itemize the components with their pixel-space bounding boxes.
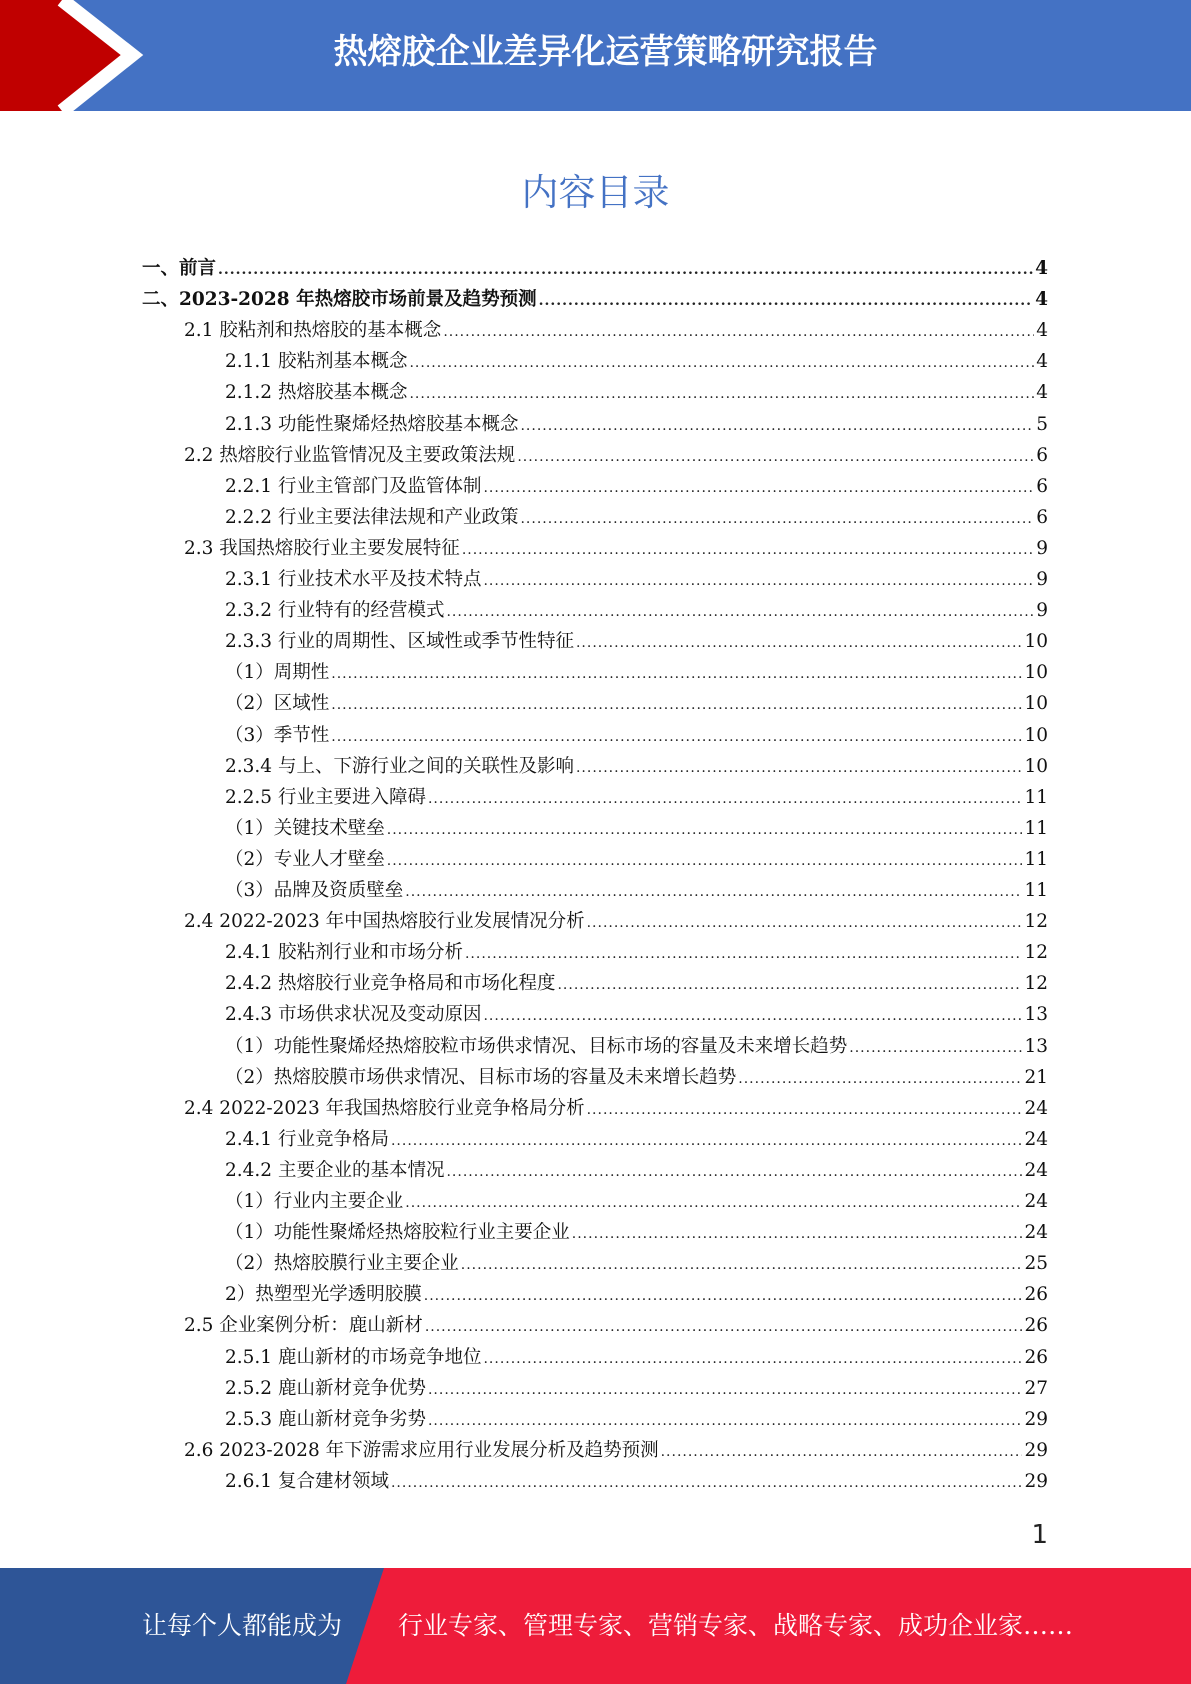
toc-entry[interactable]: [225, 782, 1048, 813]
toc-entry-label: 2）热塑型光学透明胶膜: [225, 1284, 422, 1306]
toc-dot-leader: [738, 1064, 1022, 1095]
toc-dot-leader: [331, 690, 1022, 721]
toc-entry-page: 12: [1024, 942, 1048, 964]
toc-entry[interactable]: [225, 502, 1048, 533]
toc-entry-label: 2.2 热熔胶行业监管情况及主要政策法规: [184, 444, 516, 466]
toc-entry-label: （1）周期性: [225, 662, 330, 684]
toc-entry[interactable]: [142, 253, 1048, 284]
toc-dot-leader: [409, 379, 1034, 410]
toc-entry-label: （2）专业人才壁垒: [225, 848, 385, 870]
toc-entry[interactable]: [225, 1248, 1048, 1279]
toc-entry-page: 13: [1024, 1035, 1048, 1057]
toc-entry-label: （2）热熔胶膜市场供求情况、目标市场的容量及未来增长趋势: [225, 1066, 737, 1088]
toc-entry[interactable]: [225, 346, 1048, 377]
toc-entry-label: 2.4.2 主要企业的基本情况: [225, 1159, 445, 1181]
toc-dot-leader: [428, 1406, 1022, 1437]
toc-entry-page: 29: [1024, 1470, 1048, 1492]
toc-entry[interactable]: [184, 1435, 1048, 1466]
toc-entry-page: 10: [1024, 755, 1048, 777]
toc-entry-label: 2.6.1 复合建材领域: [225, 1470, 389, 1492]
toc-entry[interactable]: [225, 1342, 1048, 1373]
toc-entry[interactable]: [225, 1217, 1048, 1248]
toc-dot-leader: [520, 504, 1034, 535]
toc-dot-leader: [483, 566, 1034, 597]
toc-entry-label: 2.4.3 市场供求状况及变动原因: [225, 1004, 482, 1026]
toc-dot-leader: [387, 815, 1023, 846]
toc-entry-label: 2.4.1 胶粘剂行业和市场分析: [225, 942, 463, 964]
toc-entry-page: 4: [1035, 258, 1048, 279]
toc-dot-leader: [576, 628, 1022, 659]
toc-entry-page: 6: [1036, 506, 1048, 528]
toc-entry-label: （3）季节性: [225, 724, 330, 746]
toc-entry-page: 11: [1024, 880, 1048, 901]
toc-entry-label: 2.2.1 行业主管部门及监管体制: [225, 475, 482, 497]
toc-entry-label: 2.4.1 行业竞争格局: [225, 1128, 389, 1150]
toc-dot-leader: [587, 908, 1023, 939]
toc-entry[interactable]: [225, 1031, 1048, 1062]
toc-dot-leader: [405, 1188, 1022, 1219]
toc-entry-page: 29: [1024, 1408, 1048, 1430]
toc-entry-page: 9: [1036, 600, 1048, 622]
toc-entry-page: 4: [1036, 351, 1048, 373]
toc-entry-label: 2.1 胶粘剂和热熔胶的基本概念: [184, 320, 442, 342]
toc-dot-leader: [409, 348, 1034, 379]
toc-entry[interactable]: [225, 377, 1048, 408]
toc-entry-label: 2.3.1 行业技术水平及技术特点: [225, 569, 482, 590]
toc-entry-label: 2.1.3 功能性聚烯烃热熔胶基本概念: [225, 413, 519, 435]
toc-entry-page: 26: [1024, 1315, 1048, 1337]
toc-dot-leader: [462, 535, 1034, 566]
toc-entry-page: 10: [1024, 662, 1048, 684]
toc-entry[interactable]: [142, 284, 1048, 315]
toc-dot-leader: [849, 1033, 1022, 1064]
toc-entry-page: 4: [1035, 289, 1048, 311]
toc-entry[interactable]: [225, 1466, 1048, 1497]
footer-slogan-right: 行业专家、管理专家、营销专家、战略专家、成功企业家……: [398, 1611, 1074, 1640]
toc-entry-label: 2.3.3 行业的周期性、区域性或季节性特征: [225, 631, 574, 653]
toc-entry[interactable]: [225, 751, 1048, 782]
toc-entry-page: 11: [1024, 786, 1048, 808]
toc-entry[interactable]: [225, 1062, 1048, 1093]
toc-entry-page: 4: [1036, 320, 1048, 342]
toc-entry-page: 29: [1024, 1439, 1048, 1461]
toc-entry-label: 2.3.4 与上、下游行业之间的关联性及影响: [225, 755, 574, 777]
toc-entry[interactable]: [225, 813, 1048, 844]
toc-dot-leader: [218, 255, 1033, 286]
toc-entry[interactable]: [184, 315, 1048, 346]
toc-entry-label: （1）行业内主要企业: [225, 1191, 404, 1212]
toc-entry-page: 24: [1024, 1222, 1048, 1244]
report-title: 热熔胶企业差异化运营策略研究报告: [333, 32, 878, 72]
toc-entry[interactable]: [225, 1373, 1048, 1404]
toc-entry-label: 二、2023-2028 年热熔胶市场前景及趋势预测: [142, 289, 537, 311]
toc-dot-leader: [483, 1001, 1022, 1032]
toc-entry-label: 2.1.1 胶粘剂基本概念: [225, 351, 408, 373]
toc-dot-leader: [428, 784, 1022, 815]
toc-entry-page: 11: [1024, 848, 1048, 870]
toc-entry[interactable]: [225, 1155, 1048, 1186]
toc-entry-page: 27: [1024, 1377, 1048, 1399]
toc-dot-leader: [587, 1095, 1023, 1126]
toc-entry-label: 2.4.2 热熔胶行业竞争格局和市场化程度: [225, 973, 556, 995]
toc-entry[interactable]: [225, 999, 1048, 1030]
toc-dot-leader: [576, 753, 1022, 784]
toc-entry-page: 24: [1024, 1159, 1048, 1181]
toc-dot-leader: [539, 286, 1034, 317]
toc-entry-page: 10: [1024, 631, 1048, 653]
toc-entry-page: 6: [1036, 475, 1048, 497]
page-number: 1: [1031, 1520, 1048, 1550]
toc-entry-label: 2.4 2022-2023 年中国热熔胶行业发展情况分析: [184, 911, 585, 933]
toc-entry[interactable]: [225, 409, 1048, 440]
toc-entry-label: （2）热熔胶膜行业主要企业: [225, 1253, 459, 1275]
toc-dot-leader: [572, 1219, 1023, 1250]
toc-dot-leader: [425, 1312, 1023, 1343]
toc-entry-page: 26: [1024, 1346, 1048, 1368]
toc-entry-label: （3）品牌及资质壁垒: [225, 880, 404, 901]
toc-dot-leader: [428, 1375, 1022, 1406]
toc-entry-page: 21: [1024, 1066, 1048, 1088]
toc-entry-label: 2.5.1 鹿山新材的市场竞争地位: [225, 1346, 482, 1368]
toc-dot-leader: [391, 1468, 1022, 1499]
toc-entry-page: 10: [1024, 724, 1048, 746]
toc-entry[interactable]: [225, 875, 1048, 906]
toc-entry[interactable]: [225, 1124, 1048, 1155]
toc-entry-label: 2.2.2 行业主要法律法规和产业政策: [225, 506, 519, 528]
toc-dot-leader: [331, 659, 1022, 690]
toc-entry-label: 2.5.3 鹿山新材竞争劣势: [225, 1408, 426, 1430]
toc-entry[interactable]: [225, 844, 1048, 875]
toc-dot-leader: [424, 1281, 1023, 1312]
toc-entry[interactable]: [184, 1093, 1048, 1124]
toc-entry-page: 12: [1024, 973, 1048, 995]
toc-entry[interactable]: [225, 595, 1048, 626]
toc-entry[interactable]: [225, 471, 1048, 502]
toc-entry[interactable]: [184, 533, 1048, 564]
toc-entry[interactable]: [225, 1279, 1048, 1310]
toc-entry-page: 24: [1024, 1097, 1048, 1119]
toc-entry-label: 2.4 2022-2023 年我国热熔胶行业竞争格局分析: [184, 1097, 585, 1119]
toc-dot-leader: [557, 970, 1022, 1001]
toc-entry-label: （1）关键技术壁垒: [225, 817, 385, 839]
toc-entry-label: （2）区域性: [225, 693, 330, 715]
toc-entry[interactable]: [225, 1404, 1048, 1435]
toc-entry-label: （1）功能性聚烯烃热熔胶粒市场供求情况、目标市场的容量及未来增长趋势: [225, 1035, 848, 1057]
toc-entry-page: 13: [1024, 1004, 1048, 1026]
toc-dot-leader: [483, 1344, 1022, 1375]
toc-dot-leader: [465, 939, 1022, 970]
toc-entry-label: 一、前言: [142, 258, 217, 279]
toc-entry-label: 2.3.2 行业特有的经营模式: [225, 600, 445, 622]
toc-entry[interactable]: [184, 440, 1048, 471]
toc-entry-label: 2.5.2 鹿山新材竞争优势: [225, 1377, 426, 1399]
toc-dot-leader: [443, 317, 1034, 348]
toc-entry-label: 2.6 2023-2028 年下游需求应用行业发展分析及趋势预测: [184, 1439, 659, 1461]
toc-entry[interactable]: [225, 657, 1048, 688]
toc-dot-leader: [461, 1250, 1023, 1281]
toc-entry-page: 9: [1036, 537, 1048, 559]
toc-dot-leader: [520, 411, 1034, 442]
toc-entry-page: 10: [1024, 693, 1048, 715]
toc-entry[interactable]: [225, 937, 1048, 968]
toc-entry[interactable]: [225, 564, 1048, 595]
toc-entry-page: 26: [1024, 1284, 1048, 1306]
toc-dot-leader: [517, 442, 1034, 473]
toc-entry-page: 25: [1024, 1253, 1048, 1275]
footer-slogan-left: 让每个人都能成为: [142, 1611, 343, 1640]
header-band: [0, 0, 1191, 111]
toc-dot-leader: [391, 1126, 1022, 1157]
toc-dot-leader: [661, 1437, 1023, 1468]
toc-entry-page: 5: [1036, 413, 1048, 435]
toc-dot-leader: [483, 473, 1034, 504]
toc-entry-label: 2.1.2 热熔胶基本概念: [225, 382, 408, 404]
toc-dot-leader: [446, 597, 1034, 628]
toc-entry[interactable]: [184, 906, 1048, 937]
toc-entry-page: 6: [1036, 444, 1048, 466]
toc-dot-leader: [331, 722, 1022, 753]
toc-entry-page: 4: [1036, 382, 1048, 404]
toc-entry-page: 9: [1036, 569, 1048, 590]
footer-band: [0, 1568, 1191, 1684]
toc-entry[interactable]: [225, 1186, 1048, 1217]
toc-entry-page: 24: [1024, 1191, 1048, 1212]
toc-entry[interactable]: [225, 720, 1048, 751]
toc-entry[interactable]: [225, 968, 1048, 999]
toc-entry-label: 2.5 企业案例分析：鹿山新材: [184, 1315, 423, 1337]
toc-entry-label: （1）功能性聚烯烃热熔胶粒行业主要企业: [225, 1222, 570, 1244]
toc-entry-label: 2.2.5 行业主要进入障碍: [225, 786, 426, 808]
toc-heading: 内容目录: [521, 171, 670, 214]
toc-dot-leader: [405, 877, 1022, 908]
toc-entry[interactable]: [225, 688, 1048, 719]
toc-entry[interactable]: [225, 626, 1048, 657]
toc-entry-label: 2.3 我国热熔胶行业主要发展特征: [184, 537, 460, 559]
toc-dot-leader: [446, 1157, 1022, 1188]
toc-entry-page: 24: [1024, 1128, 1048, 1150]
toc-entry[interactable]: [184, 1310, 1048, 1341]
toc-entry-page: 11: [1024, 817, 1048, 839]
toc-dot-leader: [387, 846, 1023, 877]
toc-entry-page: 12: [1024, 911, 1048, 933]
